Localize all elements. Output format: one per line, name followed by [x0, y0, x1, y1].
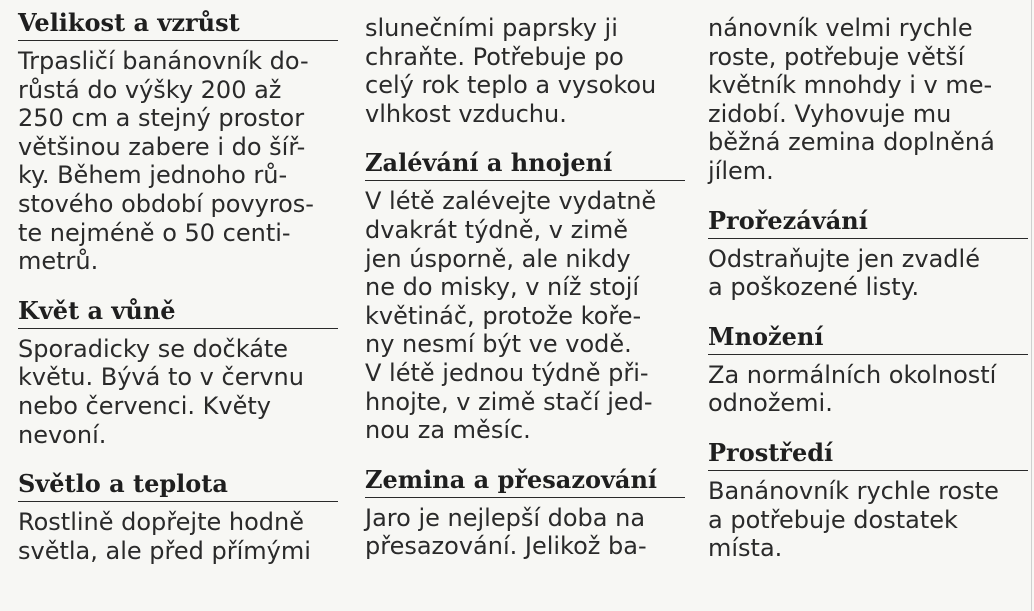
- section-size-growth: [18, 8, 338, 276]
- section-flower-scent: [18, 296, 338, 449]
- section-text: Trpasličí banánovník do- růstá do výšky 200 až 250 cm a stejný prostor většinou zabere i do šíř- ky. Během jednoho rů- stového období povyros- te nejméně o 50 centi- metrů.: [18, 47, 314, 276]
- section-continued-light: [365, 0, 685, 128]
- section-soil-repotting: [365, 465, 685, 561]
- column-left: [18, 0, 338, 585]
- section-propagation: [708, 322, 1028, 418]
- section-text: Odstraňujte jen zvadlé a poškozené listy.: [708, 244, 980, 302]
- section-text: Za normálních okolností odnožemi.: [708, 360, 997, 418]
- section-light-temperature: [18, 469, 338, 565]
- section-text: V létě zalévejte vydatně dvakrát týdně, v zimě jen úsporně, ale nikdy ne do misky, v níž stojí květináč, protože koře- ny nesmí být ve vodě. V létě jednou týdně při- hnojte, v zimě stačí jed- nou za měsíc.: [365, 187, 657, 445]
- page-edge-rule: [1031, 0, 1032, 611]
- section-heading: Množení: [708, 322, 1028, 355]
- section-heading: Světlo a teplota: [18, 469, 338, 502]
- column-middle: [365, 0, 685, 581]
- section-heading: Prořezávání: [708, 206, 1028, 239]
- column-right: [708, 0, 1028, 583]
- section-heading: Zalévání a hnojení: [365, 148, 685, 181]
- section-heading: Velikost a vzrůst: [18, 8, 338, 41]
- section-text: Sporadicky se dočkáte květu. Bývá to v červnu nebo červenci. Květy nevoní.: [18, 334, 304, 449]
- section-heading: Zemina a přesazování: [365, 465, 685, 498]
- section-text: Jaro je nejlepší doba na přesazování. Jelikož ba-: [365, 503, 647, 561]
- section-text: nánovník velmi rychle roste, potřebuje větší květník mnohdy i v me- zidobí. Vyhovuje mu běžná zemina doplněná jílem.: [708, 14, 995, 185]
- section-text: slunečními paprsky ji chraňte. Potřebuje po celý rok teplo a vysokou vlhkost vzduchu.: [365, 14, 657, 128]
- section-environment: [708, 438, 1028, 563]
- section-text: Rostlině dopřejte hodně světla, ale před přímými: [18, 508, 311, 565]
- section-heading: Květ a vůně: [18, 296, 338, 329]
- section-watering-fertilizing: [365, 148, 685, 444]
- section-heading: Prostředí: [708, 438, 1028, 471]
- section-text: Banánovník rychle roste a potřebuje dostatek místa.: [708, 476, 999, 563]
- section-continued-soil: [708, 0, 1028, 186]
- section-pruning: [708, 206, 1028, 302]
